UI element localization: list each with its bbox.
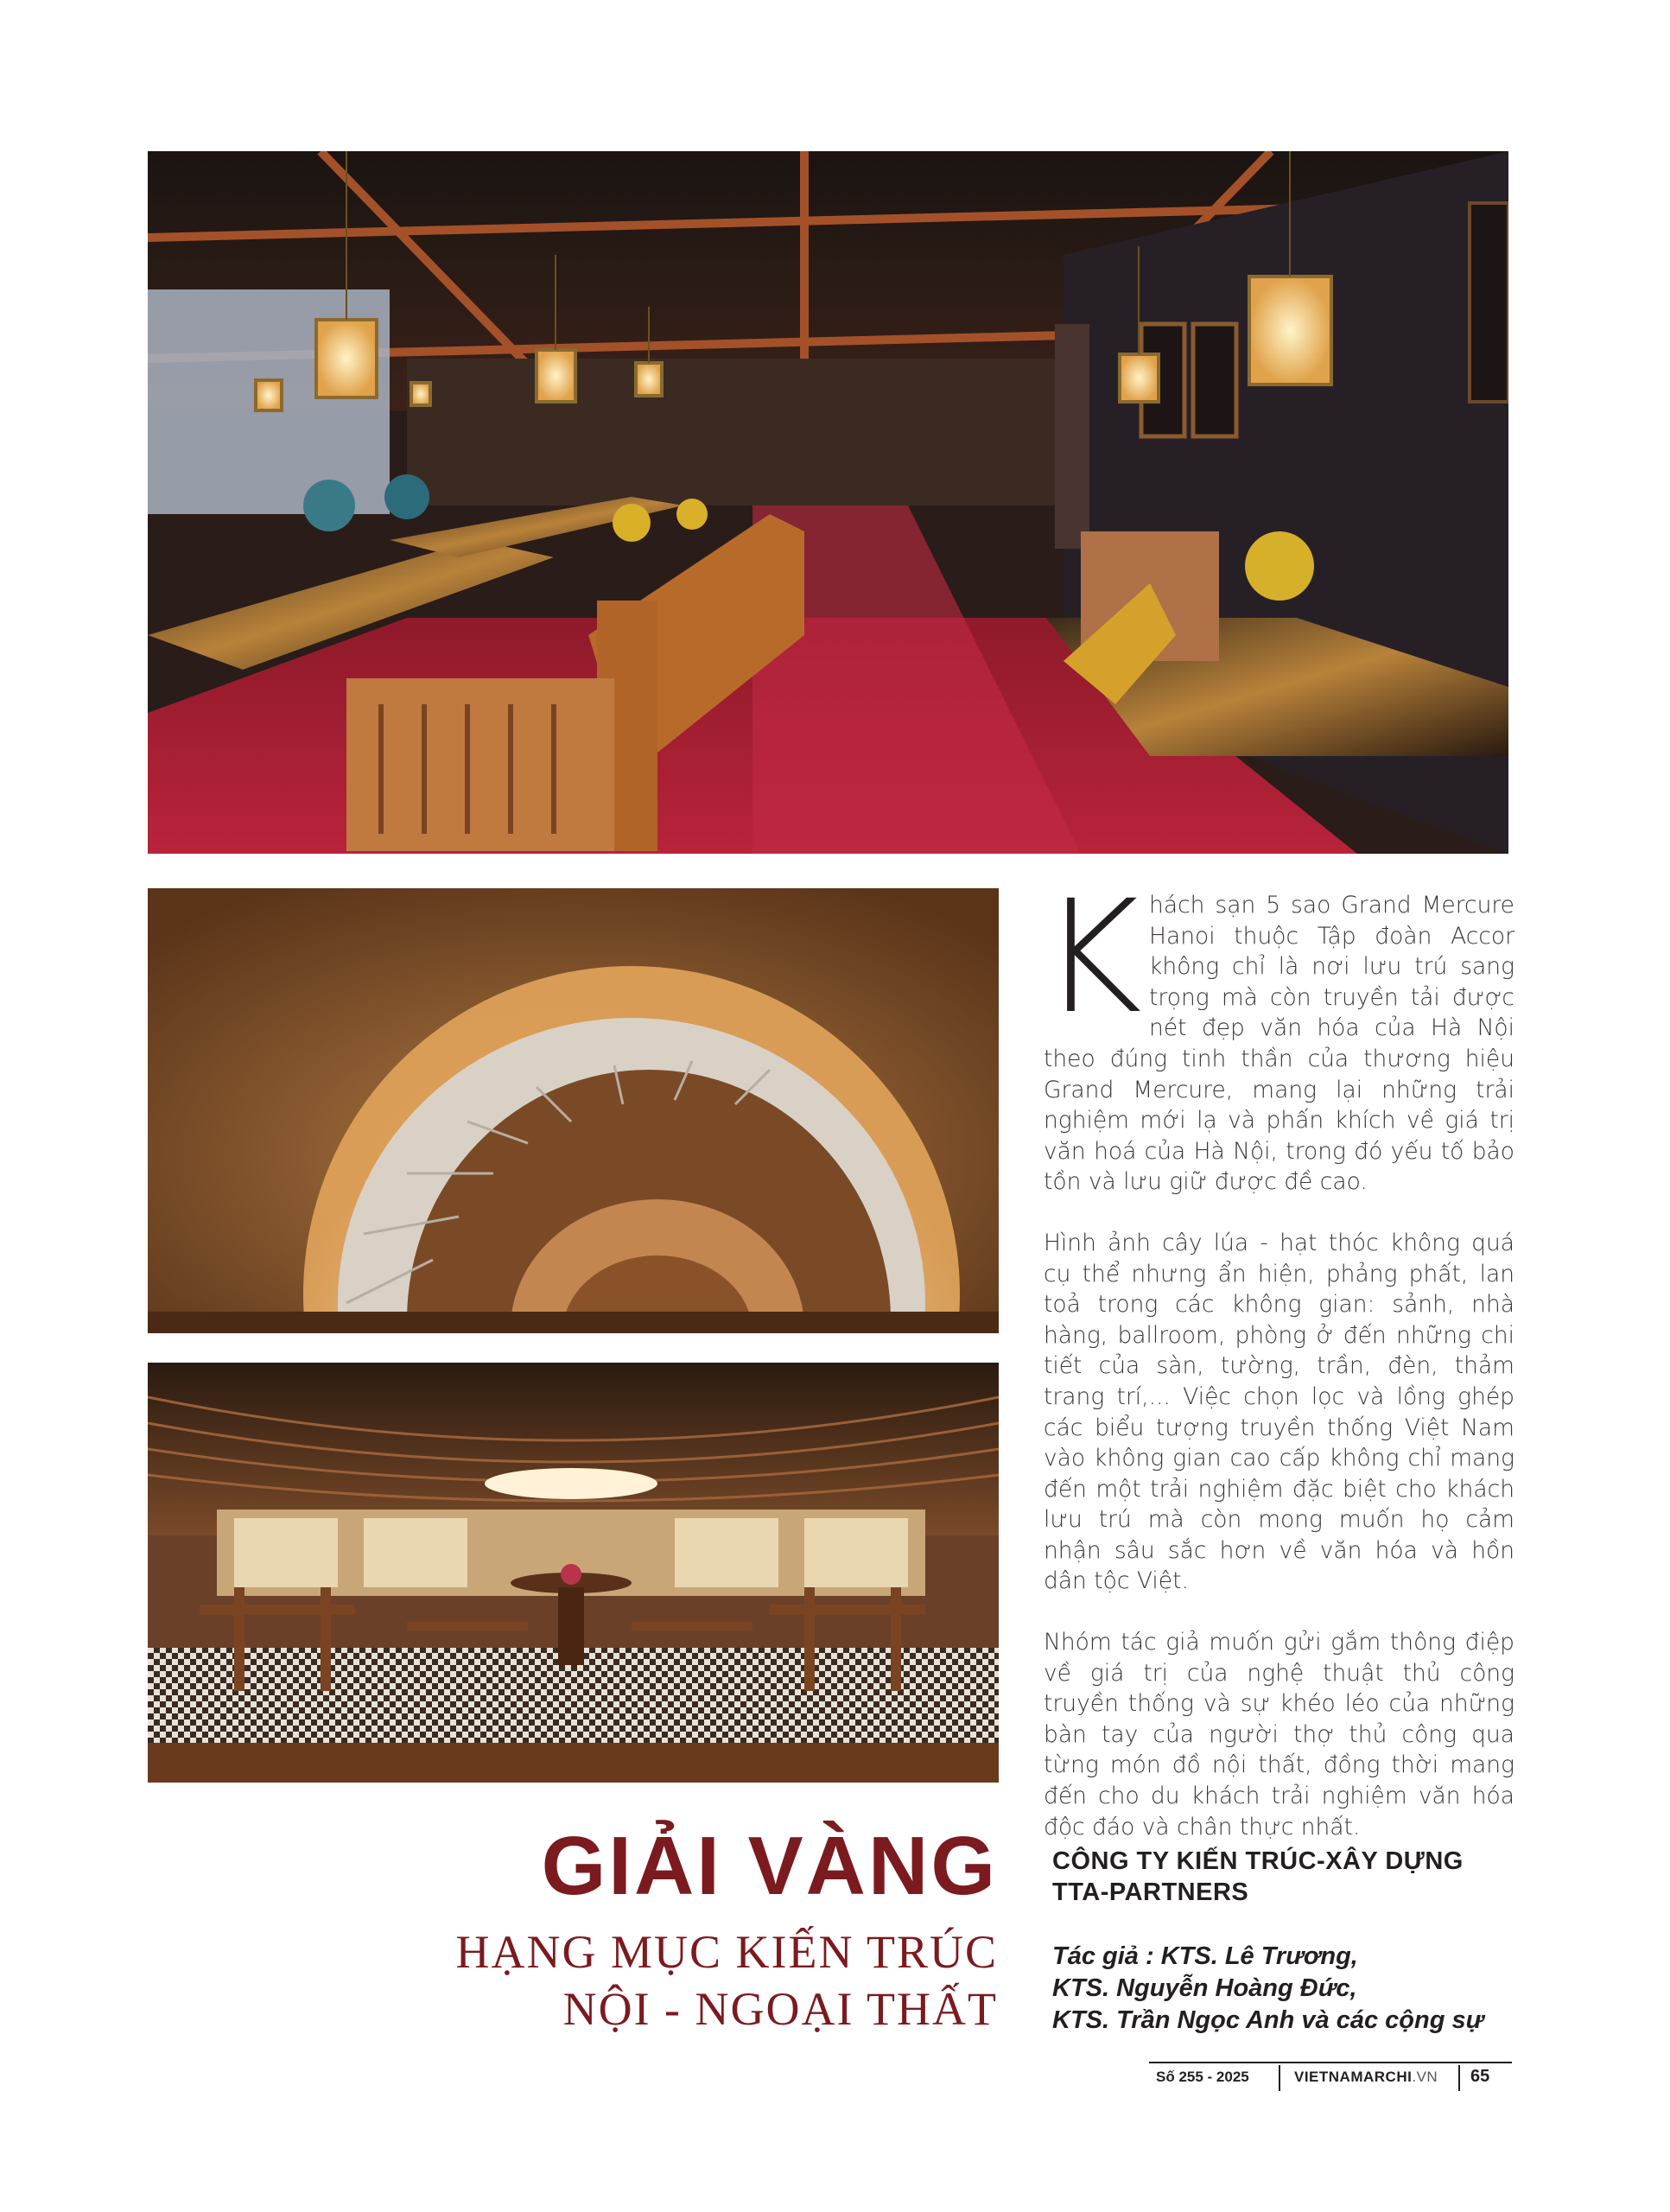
award-heading	[455, 1820, 998, 2037]
site-name-suffix: .VN	[1412, 2069, 1438, 2085]
company-line-2: TTA-PARTNERS	[1052, 1878, 1249, 1906]
authors-line-1: Tác giả : KTS. Lê Trương,	[1052, 1942, 1358, 1970]
paragraph-1-text: hách sạn 5 sao Grand Mercure Hanoi thuộc Tập đoàn Accor không chỉ là nơi lưu trú sang trọng mà còn truyền tải được nét đẹp văn hóa của Hà Nội theo đúng tinh thần của thương hiệu Grand Mercure, mang lại những trải nghiệm mới lạ và phấn khích về giá trị văn hoá của Hà Nội, trong đó yếu tố bảo tồn và lưu giữ được đề cao.	[1044, 892, 1514, 1196]
award-title: GIẢI VÀNG	[541, 1820, 998, 1912]
article-paragraph-3: Nhóm tác giả muốn gửi gắm thông điệp về giá trị của nghệ thuật thủ công truyền thống và sự khéo léo của những bàn tay của người thợ thủ công qua từng món đồ nội thất, đồng thời mang đến cho du khách trải nghiệm văn hóa độc đáo và chân thực nhất.	[1044, 1629, 1514, 1840]
authors-line-3: KTS. Trần Ngọc Anh và các cộng sự	[1052, 2006, 1484, 2034]
company-name	[1052, 1846, 1464, 1908]
issue-number: Số 255 - 2025	[1156, 2069, 1249, 2085]
page-number: 65	[1470, 2067, 1490, 2086]
restaurant-photo	[148, 151, 1508, 854]
article-paragraph-1	[1040, 868, 1514, 1198]
authors-line-2: KTS. Nguyễn Hoàng Đức,	[1052, 1974, 1357, 2002]
award-category-line-1: HẠNG MỤC KIẾN TRÚC	[455, 1926, 998, 1978]
company-line-1: CÔNG TY KIẾN TRÚC-XÂY DỰNG	[1052, 1847, 1464, 1875]
authors-credit	[1052, 1941, 1483, 2037]
site-name	[1294, 2069, 1438, 2086]
page-footer	[1149, 2062, 1512, 2091]
site-name-main: VIETNAMARCHI	[1294, 2069, 1413, 2085]
award-category-line-2: NỘI - NGOẠI THẤT	[562, 1983, 998, 2035]
dining-hall-photo	[148, 1363, 999, 1783]
dropcap: K	[1040, 868, 1143, 1048]
footer-divider	[1279, 2065, 1280, 2091]
spiral-stair-photo	[148, 888, 999, 1333]
article-paragraph-2: Hình ảnh cây lúa - hạt thóc không quá cụ thể nhưng ẩn hiện, phảng phất, lan toả trong các không gian: sảnh, nhà hàng, ballroom, phòng ở đến những chi tiết của sàn, tường, trần, đèn, thảm trang trí,... Việc chọn lọc và lồng ghép các biểu tượng truyền thống Việt Nam vào không gian cao cấp không chỉ mang đến một trải nghiệm đặc biệt cho khách lưu trú mà còn mong muốn họ cảm nhận sâu sắc hơn về văn hóa và hồn dân tộc Việt.	[1044, 1229, 1514, 1595]
article-body	[1040, 868, 1514, 1872]
footer-divider	[1458, 2065, 1460, 2091]
